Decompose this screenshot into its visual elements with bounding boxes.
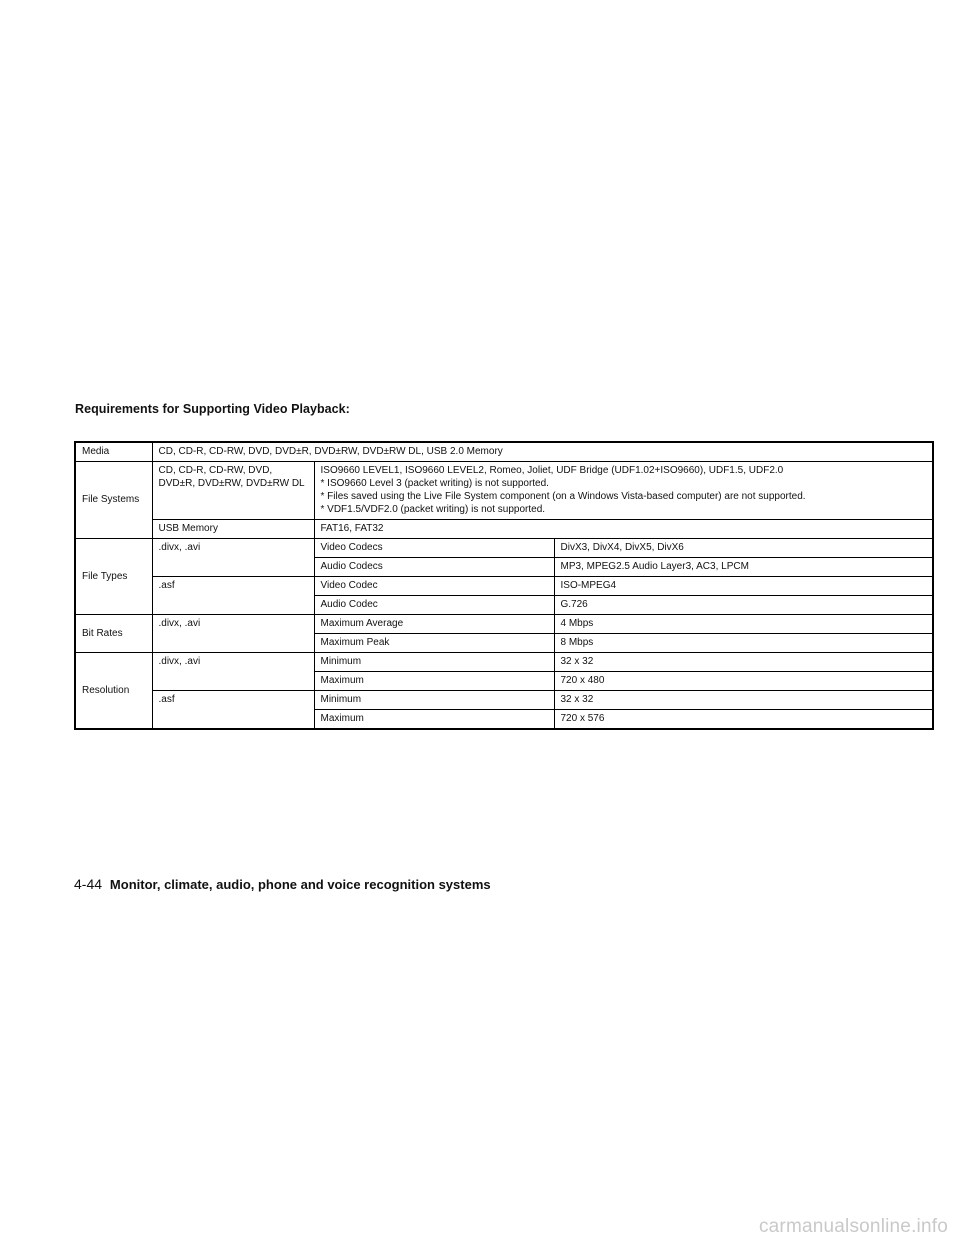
ft-audio-codec: Audio Codec xyxy=(314,596,554,615)
ft-video-codecs-value: DivX3, DivX4, DivX5, DivX6 xyxy=(554,539,933,558)
fs-disc-label: CD, CD-R, CD-RW, DVD, DVD±R, DVD±RW, DVD±RW DL xyxy=(152,462,314,520)
br-max-peak: Maximum Peak xyxy=(314,634,554,653)
watermark: carmanualsonline.info xyxy=(758,1216,948,1237)
br-divx-avi: .divx, .avi xyxy=(152,615,314,653)
br-max-peak-value: 8 Mbps xyxy=(554,634,933,653)
ft-video-codecs: Video Codecs xyxy=(314,539,554,558)
res-asf: .asf xyxy=(152,691,314,730)
row-label-file-systems: File Systems xyxy=(75,462,152,539)
table-row xyxy=(75,577,933,596)
row-label-bit-rates: Bit Rates xyxy=(75,615,152,653)
table-row xyxy=(75,539,933,558)
ft-audio-codecs: Audio Codecs xyxy=(314,558,554,577)
fs-disc-value xyxy=(314,462,933,520)
res-min-1: Minimum xyxy=(314,653,554,672)
ft-audio-codecs-value: MP3, MPEG2.5 Audio Layer3, AC3, LPCM xyxy=(554,558,933,577)
table-row xyxy=(75,691,933,710)
page-footer xyxy=(74,876,491,892)
ft-divx-avi: .divx, .avi xyxy=(152,539,314,577)
page-number: 4-44 xyxy=(74,876,103,892)
res-max-2-value: 720 x 576 xyxy=(554,710,933,730)
ft-video-codec: Video Codec xyxy=(314,577,554,596)
section-heading: Requirements for Supporting Video Playback: xyxy=(75,402,350,416)
video-playback-requirements-table xyxy=(74,441,934,730)
fs-disc-line: * ISO9660 Level 3 (packet writing) is not supported. xyxy=(320,478,549,489)
table-row xyxy=(75,653,933,672)
fs-usb-label: USB Memory xyxy=(152,520,314,539)
res-max-1-value: 720 x 480 xyxy=(554,672,933,691)
row-label-resolution: Resolution xyxy=(75,653,152,730)
table-row xyxy=(75,520,933,539)
row-label-media: Media xyxy=(75,442,152,462)
row-label-file-types: File Types xyxy=(75,539,152,615)
ft-audio-codec-value: G.726 xyxy=(554,596,933,615)
res-min-1-value: 32 x 32 xyxy=(554,653,933,672)
section-title: Monitor, climate, audio, phone and voice recognition systems xyxy=(109,877,491,892)
fs-disc-line: ISO9660 LEVEL1, ISO9660 LEVEL2, Romeo, Joliet, UDF Bridge (UDF1.02+ISO9660), UDF1.5, UDF2.0 xyxy=(320,465,784,476)
res-max-2: Maximum xyxy=(314,710,554,730)
fs-disc-line: * VDF1.5/VDF2.0 (packet writing) is not supported. xyxy=(320,504,546,515)
res-max-1: Maximum xyxy=(314,672,554,691)
br-max-average: Maximum Average xyxy=(314,615,554,634)
fs-disc-line: * Files saved using the Live File System component (on a Windows Vista-based computer) are not supported. xyxy=(320,491,806,502)
res-min-2-value: 32 x 32 xyxy=(554,691,933,710)
ft-asf: .asf xyxy=(152,577,314,615)
table-row xyxy=(75,615,933,634)
br-max-average-value: 4 Mbps xyxy=(554,615,933,634)
fs-usb-value: FAT16, FAT32 xyxy=(314,520,933,539)
table-row xyxy=(75,442,933,462)
ft-video-codec-value: ISO-MPEG4 xyxy=(554,577,933,596)
res-min-2: Minimum xyxy=(314,691,554,710)
res-divx-avi: .divx, .avi xyxy=(152,653,314,691)
media-value: CD, CD-R, CD-RW, DVD, DVD±R, DVD±RW, DVD±RW DL, USB 2.0 Memory xyxy=(152,442,933,462)
table-row xyxy=(75,462,933,520)
